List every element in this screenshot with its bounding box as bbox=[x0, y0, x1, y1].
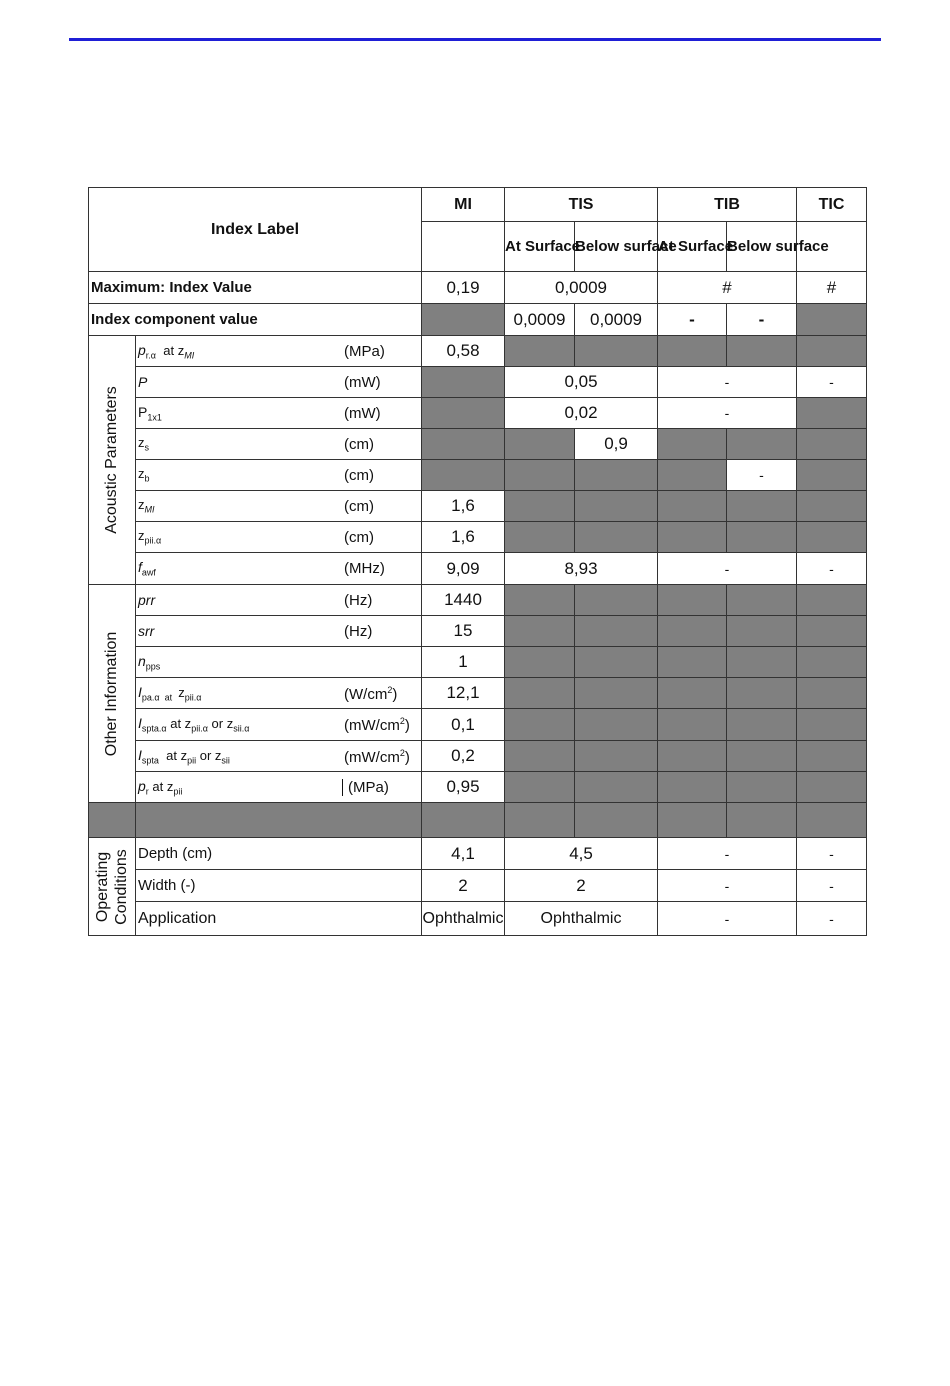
shaded-cell bbox=[797, 803, 867, 838]
param-ispta: $I_{spta}$ at $z_{pii}$ or $z_{sii}$ $(mW/cm^2)$ bbox=[136, 741, 422, 772]
max-tic: # bbox=[797, 272, 867, 304]
shaded-cell bbox=[658, 803, 727, 838]
shaded-cell bbox=[575, 616, 658, 647]
param-zb: $z_b$ (cm) bbox=[136, 460, 422, 491]
width-mi: 2 bbox=[422, 870, 505, 902]
shaded-cell bbox=[575, 491, 658, 522]
shaded-cell bbox=[575, 647, 658, 678]
ipa-mi: 12,1 bbox=[422, 678, 505, 709]
shaded-cell bbox=[422, 460, 505, 491]
fawf-tic: - bbox=[797, 553, 867, 585]
pr-mi: 0,58 bbox=[422, 336, 505, 367]
shaded-cell bbox=[136, 803, 422, 838]
shaded-cell bbox=[575, 803, 658, 838]
application-mi: Ophthalmic bbox=[422, 902, 505, 936]
shaded-cell bbox=[727, 491, 797, 522]
op-application-label: Application bbox=[136, 902, 422, 936]
param-srr: srr (Hz) bbox=[136, 616, 422, 647]
param-pr-alpha: $p_{r.\alpha}$ at $z_{MI}$ (MPa) bbox=[136, 336, 422, 367]
ispta-mi: 0,2 bbox=[422, 741, 505, 772]
tis-below-surface: Below surface bbox=[575, 222, 658, 272]
prr-mi: 1440 bbox=[422, 585, 505, 616]
param-ipa: $I_{pa.\alpha at}$ $z_{pii.\alpha}$ $(W/cm^2)$ bbox=[136, 678, 422, 709]
depth-tic: - bbox=[797, 838, 867, 870]
shaded-cell bbox=[505, 429, 575, 460]
shaded-cell bbox=[575, 460, 658, 491]
shaded-cell bbox=[727, 803, 797, 838]
max-tib: # bbox=[658, 272, 797, 304]
comp-tib-at: - bbox=[658, 304, 727, 336]
shaded-cell bbox=[727, 772, 797, 803]
shaded-cell bbox=[658, 585, 727, 616]
shaded-cell bbox=[575, 772, 658, 803]
shaded-cell bbox=[797, 647, 867, 678]
depth-tib: - bbox=[658, 838, 797, 870]
p-tib: - bbox=[658, 367, 797, 398]
shaded-cell bbox=[797, 304, 867, 336]
max-mi: 0,19 bbox=[422, 272, 505, 304]
shaded-cell bbox=[797, 398, 867, 429]
param-zs: $z_s$ (cm) bbox=[136, 429, 422, 460]
p1x1-tib: - bbox=[658, 398, 797, 429]
shaded-cell bbox=[505, 585, 575, 616]
shaded-cell bbox=[797, 585, 867, 616]
fawf-mi: 9,09 bbox=[422, 553, 505, 585]
shaded-cell bbox=[797, 709, 867, 741]
shaded-cell bbox=[658, 429, 727, 460]
header-rule bbox=[69, 38, 881, 41]
shaded-cell bbox=[658, 741, 727, 772]
comp-tib-below: - bbox=[727, 304, 797, 336]
shaded-cell bbox=[797, 772, 867, 803]
shaded-cell bbox=[575, 741, 658, 772]
param-p: P (mW) bbox=[136, 367, 422, 398]
shaded-cell bbox=[727, 616, 797, 647]
shaded-cell bbox=[727, 522, 797, 553]
tis-at-surface: At Surface bbox=[505, 222, 575, 272]
tib-below-surface: Below surface bbox=[727, 222, 797, 272]
pr-at-mi: 0,95 bbox=[422, 772, 505, 803]
width-tic: - bbox=[797, 870, 867, 902]
col-tis: TIS bbox=[505, 188, 658, 222]
shaded-cell bbox=[505, 741, 575, 772]
shaded-cell bbox=[422, 803, 505, 838]
shaded-cell bbox=[505, 491, 575, 522]
shaded-cell bbox=[797, 678, 867, 709]
shaded-cell bbox=[575, 678, 658, 709]
shaded-cell bbox=[658, 460, 727, 491]
shaded-cell bbox=[658, 772, 727, 803]
param-zmi: $z_{MI}$ (cm) bbox=[136, 491, 422, 522]
col-mi: MI bbox=[422, 188, 505, 222]
shaded-cell bbox=[727, 678, 797, 709]
acoustic-output-table bbox=[88, 187, 867, 936]
param-pr-at-zpii: $p_r$ at $z_{pii}$ (MPa) bbox=[136, 772, 422, 803]
shaded-cell bbox=[89, 803, 136, 838]
shaded-cell bbox=[797, 460, 867, 491]
depth-tis: 4,5 bbox=[505, 838, 658, 870]
shaded-cell bbox=[658, 709, 727, 741]
col-tib: TIB bbox=[658, 188, 797, 222]
comp-tis-below: 0,0009 bbox=[575, 304, 658, 336]
width-tib: - bbox=[658, 870, 797, 902]
shaded-cell bbox=[422, 429, 505, 460]
shaded-cell bbox=[575, 585, 658, 616]
shaded-cell bbox=[797, 741, 867, 772]
shaded-cell bbox=[505, 647, 575, 678]
shaded-cell bbox=[658, 522, 727, 553]
group-other: Other Information bbox=[89, 585, 136, 803]
shaded-cell bbox=[727, 585, 797, 616]
op-width-label: Width (-) bbox=[136, 870, 422, 902]
srr-mi: 15 bbox=[422, 616, 505, 647]
component-label: Index component value bbox=[89, 304, 422, 336]
shaded-cell bbox=[727, 647, 797, 678]
shaded-cell bbox=[422, 304, 505, 336]
width-tis: 2 bbox=[505, 870, 658, 902]
param-ispta-alpha: $I_{spta.\alpha}$ at $z_{pii.\alpha}$ or $z_{sii.\alpha}$ $(mW/cm^2)$ bbox=[136, 709, 422, 741]
shaded-cell bbox=[505, 803, 575, 838]
shaded-cell bbox=[658, 678, 727, 709]
zb-tib-below: - bbox=[727, 460, 797, 491]
shaded-cell bbox=[658, 491, 727, 522]
shaded-cell bbox=[727, 336, 797, 367]
p-tis: 0,05 bbox=[505, 367, 658, 398]
ispta-alpha-mi: 0,1 bbox=[422, 709, 505, 741]
shaded-cell bbox=[797, 522, 867, 553]
application-tib: - bbox=[658, 902, 797, 936]
max-tis: 0,0009 bbox=[505, 272, 658, 304]
depth-mi: 4,1 bbox=[422, 838, 505, 870]
fawf-tis: 8,93 bbox=[505, 553, 658, 585]
shaded-cell bbox=[422, 367, 505, 398]
param-fawf: $f_{awf}$ (MHz) bbox=[136, 553, 422, 585]
application-tis: Ophthalmic bbox=[505, 902, 658, 936]
shaded-cell bbox=[505, 460, 575, 491]
shaded-cell bbox=[727, 429, 797, 460]
max-index-label: Maximum: Index Value bbox=[89, 272, 422, 304]
mi-sub-empty bbox=[422, 222, 505, 272]
shaded-cell bbox=[505, 616, 575, 647]
group-operating: Operating Conditions bbox=[89, 838, 136, 936]
shaded-cell bbox=[797, 616, 867, 647]
shaded-cell bbox=[575, 709, 658, 741]
shaded-cell bbox=[797, 429, 867, 460]
shaded-cell bbox=[658, 616, 727, 647]
shaded-cell bbox=[575, 522, 658, 553]
shaded-cell bbox=[658, 336, 727, 367]
application-tic: - bbox=[797, 902, 867, 936]
npps-mi: 1 bbox=[422, 647, 505, 678]
param-npps: $n_{pps}$ bbox=[136, 647, 422, 678]
param-prr: prr (Hz) bbox=[136, 585, 422, 616]
op-depth-label: Depth (cm) bbox=[136, 838, 422, 870]
shaded-cell bbox=[727, 741, 797, 772]
shaded-cell bbox=[422, 398, 505, 429]
shaded-cell bbox=[505, 709, 575, 741]
shaded-cell bbox=[727, 709, 797, 741]
p-tic: - bbox=[797, 367, 867, 398]
group-acoustic: Acoustic Parameters bbox=[89, 336, 136, 585]
shaded-cell bbox=[505, 772, 575, 803]
shaded-cell bbox=[797, 491, 867, 522]
col-tic: TIC bbox=[797, 188, 867, 222]
zmi-mi: 1,6 bbox=[422, 491, 505, 522]
tib-at-surface: At Surface bbox=[658, 222, 727, 272]
shaded-cell bbox=[505, 336, 575, 367]
index-label-header: Index Label bbox=[89, 188, 422, 272]
shaded-cell bbox=[505, 678, 575, 709]
zpii-mi: 1,6 bbox=[422, 522, 505, 553]
fawf-tib: - bbox=[658, 553, 797, 585]
shaded-cell bbox=[658, 647, 727, 678]
shaded-cell bbox=[505, 522, 575, 553]
param-p1x1: $P_{1x1}$ (mW) bbox=[136, 398, 422, 429]
p1x1-tis: 0,02 bbox=[505, 398, 658, 429]
param-zpii: $z_{pii.\alpha}$ (cm) bbox=[136, 522, 422, 553]
shaded-cell bbox=[575, 336, 658, 367]
zs-tis-below: 0,9 bbox=[575, 429, 658, 460]
shaded-cell bbox=[797, 336, 867, 367]
comp-tis-at: 0,0009 bbox=[505, 304, 575, 336]
